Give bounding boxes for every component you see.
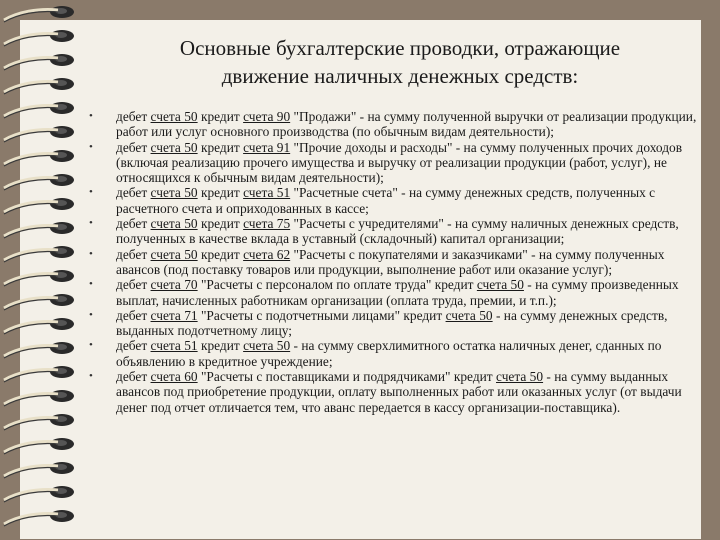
account-link[interactable]: счета 51 [150, 338, 198, 354]
entry-description: - на сумму выданных авансов под приобретение продукции, оплату выполненных работ или оказанных услуг (от выдачи денег под отчет отличается тем, что аванс передается в кассу организации-поставщика). [116, 369, 682, 415]
account-link[interactable]: счета 50 [150, 139, 198, 155]
bullet-icon: • [89, 217, 93, 230]
bullet-icon: • [89, 247, 93, 260]
entry-middle: кредит [197, 246, 244, 262]
list-item [89, 185, 699, 216]
bullet-icon: • [89, 339, 93, 352]
account-link[interactable]: счета 50 [476, 277, 524, 293]
account-link[interactable]: счета 50 [150, 185, 198, 201]
list-item [89, 338, 699, 369]
list-item [89, 109, 699, 140]
entry-debit-word: дебет [116, 246, 151, 262]
list-item [89, 277, 699, 308]
account-link[interactable]: счета 71 [150, 307, 198, 323]
entry-middle: "Расчеты с поставщиками и подрядчиками" кредит [197, 369, 497, 385]
account-link[interactable]: счета 50 [496, 369, 544, 385]
account-link[interactable]: счета 50 [150, 246, 198, 262]
entry-description: - на сумму произведенных выплат, начисленных работникам организации (оплата труда, премии, и т.п.); [116, 277, 679, 308]
entry-description: - на сумму денежных средств, выданных подотчетному лицу; [116, 307, 668, 339]
entry-debit-word: дебет [116, 185, 151, 201]
bullet-icon: • [89, 140, 93, 153]
entry-debit-word: дебет [116, 109, 151, 124]
account-link[interactable]: счета 50 [150, 109, 198, 124]
account-link[interactable]: счета 62 [243, 246, 291, 262]
entries-list [89, 109, 699, 415]
bullet-icon: • [89, 278, 93, 291]
list-item [89, 308, 699, 339]
entry-description: "Продажи" - на сумму полученной выручки от реализации продукции, работ или услуг основного производства (по обычным видам деятельности); [116, 109, 697, 140]
entry-middle: кредит [197, 338, 244, 354]
bullet-icon: • [89, 186, 93, 199]
list-item [89, 247, 699, 278]
bullet-icon: • [89, 308, 93, 321]
entry-middle: кредит [197, 216, 244, 232]
account-link[interactable]: счета 70 [150, 277, 198, 293]
account-link[interactable]: счета 90 [243, 109, 291, 124]
account-link[interactable]: счета 50 [243, 338, 291, 354]
title-line-2: движение наличных денежных средств: [221, 64, 579, 88]
account-link[interactable]: счета 50 [150, 216, 198, 232]
entry-debit-word: дебет [116, 307, 151, 323]
entry-middle: кредит [197, 139, 244, 155]
entry-description: "Расчетные счета" - на сумму денежных средств, полученных с расчетного счета и оприходованных в кассе; [116, 185, 656, 216]
list-item [89, 140, 699, 186]
entry-middle: "Расчеты с подотчетными лицами" кредит [197, 307, 446, 323]
list-item [89, 369, 699, 415]
entry-description: "Прочие доходы и расходы" - на сумму полученных прочих доходов (включая реализацию прочего имущества и выручку от реализации продукции (работ, услуг), не относящихся к обычным видам деятельности); [116, 139, 683, 186]
entry-description: "Расчеты с покупателями и заказчиками" - на сумму полученных авансов (под поставку товаров или продукции, выполнение работ или оказание услуг); [116, 246, 665, 277]
entry-description: "Расчеты с учредителями" - на сумму наличных денежных средств, полученных в качестве вклада в уставный (складочный) капитал организации; [116, 216, 679, 247]
entry-middle: "Расчеты с персоналом по оплате труда" кредит [197, 277, 477, 293]
entry-middle: кредит [197, 109, 244, 124]
page-title [100, 34, 700, 90]
account-link[interactable]: счета 51 [243, 185, 291, 201]
account-link[interactable]: счета 91 [243, 139, 291, 155]
entry-middle: кредит [197, 185, 244, 201]
list-item [89, 216, 699, 247]
entry-description: - на сумму сверхлимитного остатка наличных денег, сданных по объявлению в кредитное учреждение; [116, 338, 662, 369]
entry-debit-word: дебет [116, 338, 151, 354]
entry-debit-word: дебет [116, 369, 151, 385]
account-link[interactable]: счета 60 [150, 369, 198, 385]
entry-debit-word: дебет [116, 216, 151, 232]
account-link[interactable]: счета 75 [243, 216, 291, 232]
account-link[interactable]: счета 50 [445, 307, 493, 323]
bullet-icon: • [89, 110, 93, 122]
bullet-icon: • [89, 370, 93, 383]
title-line-1: Основные бухгалтерские проводки, отражающие [179, 36, 621, 60]
entry-debit-word: дебет [116, 139, 151, 155]
entry-debit-word: дебет [116, 277, 151, 293]
spiral-binding-icon [0, 4, 80, 540]
